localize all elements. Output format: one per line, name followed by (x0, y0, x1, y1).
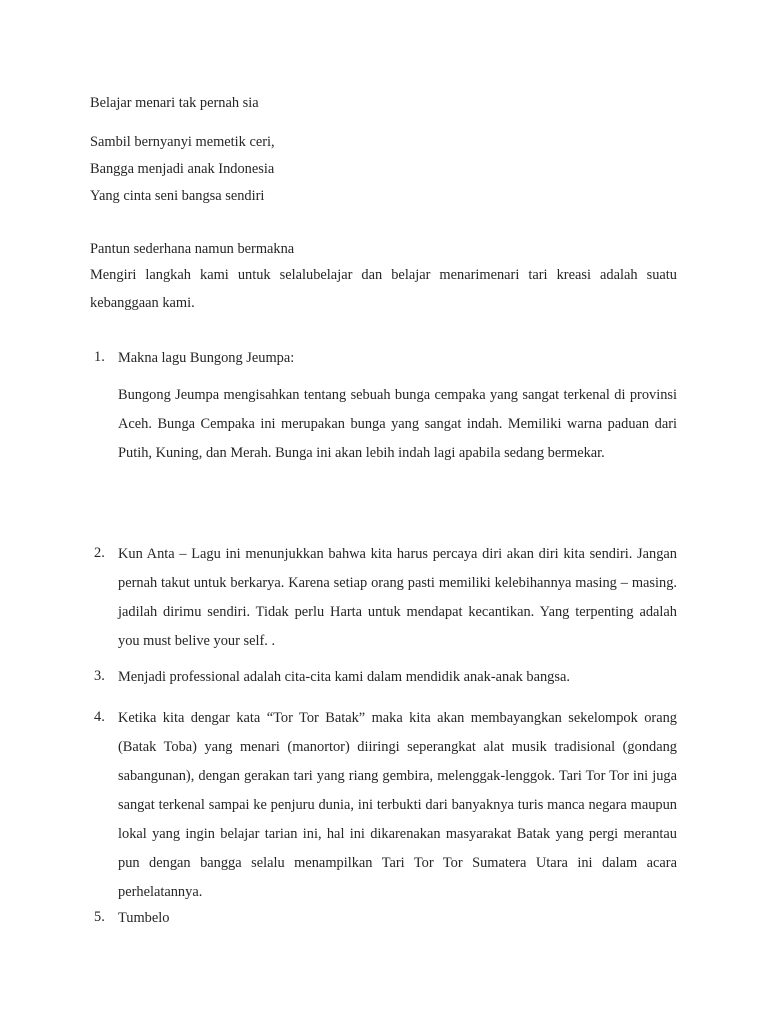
list-item-detail: Bungong Jeumpa mengisahkan tentang sebuah bunga cempaka yang sangat terkenal di provinsi Aceh. Bunga Cempaka ini merupakan bunga yang sangat indah. Memiliki warna paduan dari Putih, Kuning, dan Merah. Bunga ini akan lebih indah lagi apabila sedang bermekar. (118, 387, 677, 461)
poem-line: Yang cinta seni bangsa sendiri (90, 188, 265, 204)
list-number: 4. (94, 709, 105, 725)
list-item-text: Makna lagu Bungong Jeumpa: (118, 350, 295, 366)
list-item-text: Kun Anta – Lagu ini menunjukkan bahwa kita harus percaya diri akan diri kita sendiri. Jangan pernah takut untuk berkarya. Karena setiap orang pasti memiliki kelebihannya masing – masing. jadilah dirimu sendiri. Tidak perlu Harta untuk mendapat kecantikan. Yang terpenting adalah you must belive your self. . (118, 546, 677, 649)
list-item-text: Tumbelo (118, 910, 170, 926)
list-number: 3. (94, 668, 105, 684)
list-item-text: Ketika kita dengar kata “Tor Tor Batak” maka kita akan membayangkan sekelompok orang (Batak Toba) yang menari (manortor) diiringi seperangkat alat musik tradisional (gondang sabangunan), dengan gerakan tari yang riang gembira, melenggak-lenggok. Tari Tor Tor ini juga sangat terkenal sampai ke penjuru dunia, ini terbukti dari banyaknya turis manca negara maupun lokal yang ingin belajar tarian ini, hal ini dikarenakan masyarakat Batak yang pergi merantau pun dengan bangga selalu menampilkan Tari Tor Tor Sumatera Utara ini dalam acara perhelatannya. (118, 710, 677, 900)
list-number: 2. (94, 545, 105, 561)
list-number: 5. (94, 909, 105, 925)
poem-line: Belajar menari tak pernah sia (90, 95, 259, 111)
pantun-heading: Pantun sederhana namun bermakna (90, 241, 295, 257)
list-number: 1. (94, 349, 105, 365)
intro-paragraph: Mengiri langkah kami untuk selalubelajar dan belajar menarimenari tari kreasi adalah suatu kebanggaan kami. (90, 267, 677, 311)
list-item-text: Menjadi professional adalah cita-cita kami dalam mendidik anak-anak bangsa. (118, 669, 570, 685)
poem-line: Sambil bernyanyi memetik ceri, (90, 134, 275, 150)
poem-line: Bangga menjadi anak Indonesia (90, 161, 275, 177)
